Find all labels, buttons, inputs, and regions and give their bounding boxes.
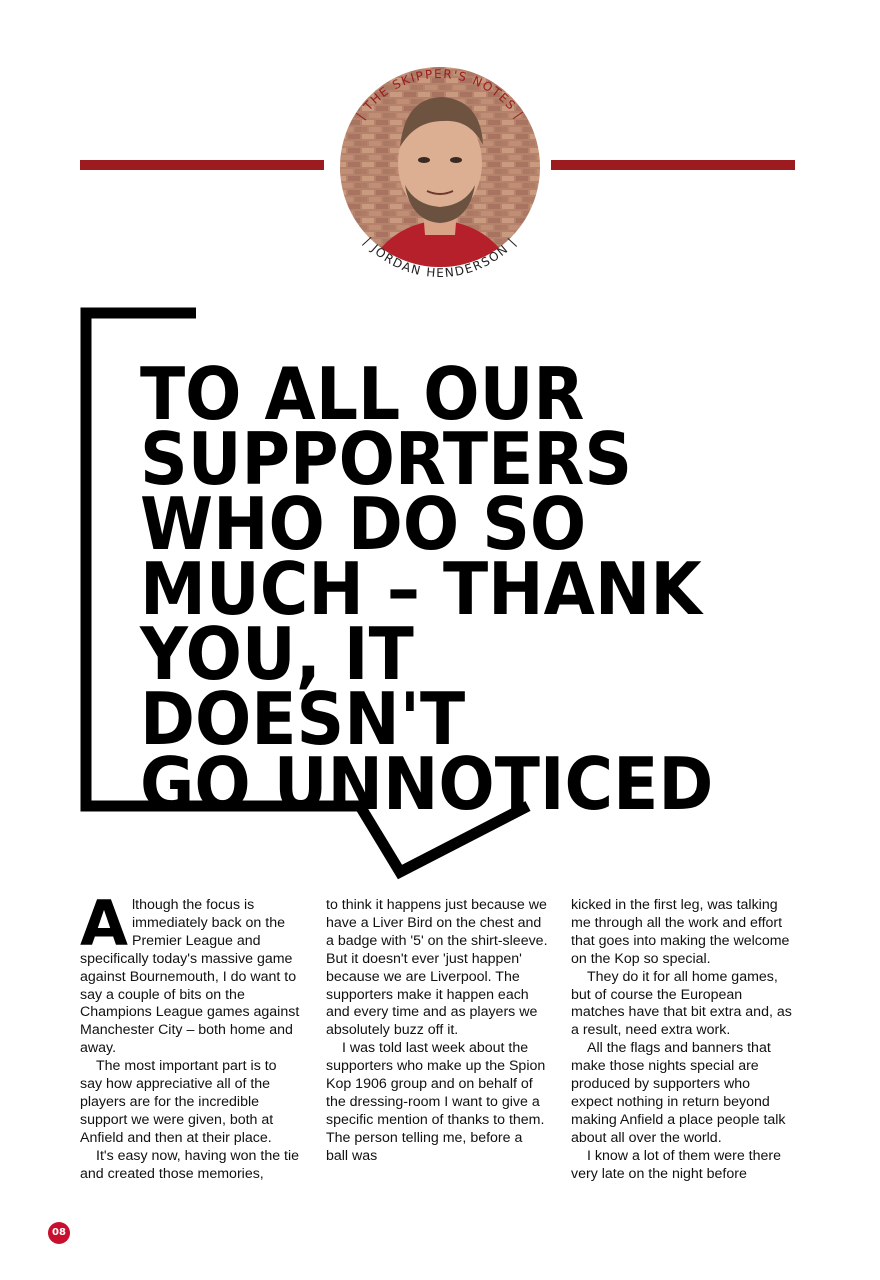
header-rule-right	[551, 160, 795, 170]
headline-line: MUCH – THANK	[140, 547, 702, 631]
paragraph: The most important part is to say how appreciative all of the players are for the incredible support we were given, both at Anfield and then at their place.	[80, 1058, 277, 1146]
paragraph: kicked in the first leg, was talking me through all the work and effort that goes into making the welcome on the Kop so special.	[571, 897, 790, 967]
article-column-1	[80, 887, 302, 1184]
paragraph: They do it for all home games, but of course the European matches have that bit extra and, as a result, need extra work.	[571, 968, 792, 1039]
paragraph: to think it happens just because we have a Liver Bird on the chest and a badge with '5' on the shirt-sleeve. But it doesn't ever 'just happen' because we are Liverpool. The supporters make it happen each and every time and as players we absolutely buzz off it.	[326, 897, 548, 1039]
paragraph: Although the focus is immediately back on the Premier League and specifically today's massive game against Bournemouth, I do want to say a couple of bits on the Champions League games against Manchester City – both home and away.	[80, 887, 300, 1057]
headline-line: YOU, IT DOESN'T	[140, 612, 466, 761]
badge-bottom-label: | JORDAN HENDERSON |	[360, 234, 520, 281]
headline	[140, 352, 747, 826]
paragraph: All the flags and banners that make those nights special are produced by supporters who expect nothing in return beyond making Anfield a place people talk about all over the world.	[571, 1040, 786, 1146]
skipper-badge	[305, 35, 575, 305]
headline-line: WHO DO SO	[140, 482, 587, 566]
paragraph: It's easy now, having won the tie and created those memories,	[80, 1147, 300, 1182]
drop-cap: A	[80, 887, 128, 960]
paragraph: I was told last week about the supporters who make up the Spion Kop 1906 group and on behalf of the dressing-room I want to give a specific mention of thanks to them. The person telling me, before a ball was	[326, 1040, 546, 1164]
paragraph: I know a lot of them were there very late on the night before	[571, 1147, 781, 1182]
article-column-3	[571, 897, 793, 1184]
headline-line: TO ALL OUR	[140, 352, 585, 436]
page-number-badge: 08	[48, 1222, 70, 1244]
article-column-2	[326, 897, 548, 1166]
header-rule-left	[80, 160, 324, 170]
headline-line: SUPPORTERS	[140, 417, 633, 501]
badge-top-label: | THE SKIPPER'S NOTES |	[353, 66, 527, 122]
headline-line: GO UNNOTICED	[140, 742, 714, 826]
